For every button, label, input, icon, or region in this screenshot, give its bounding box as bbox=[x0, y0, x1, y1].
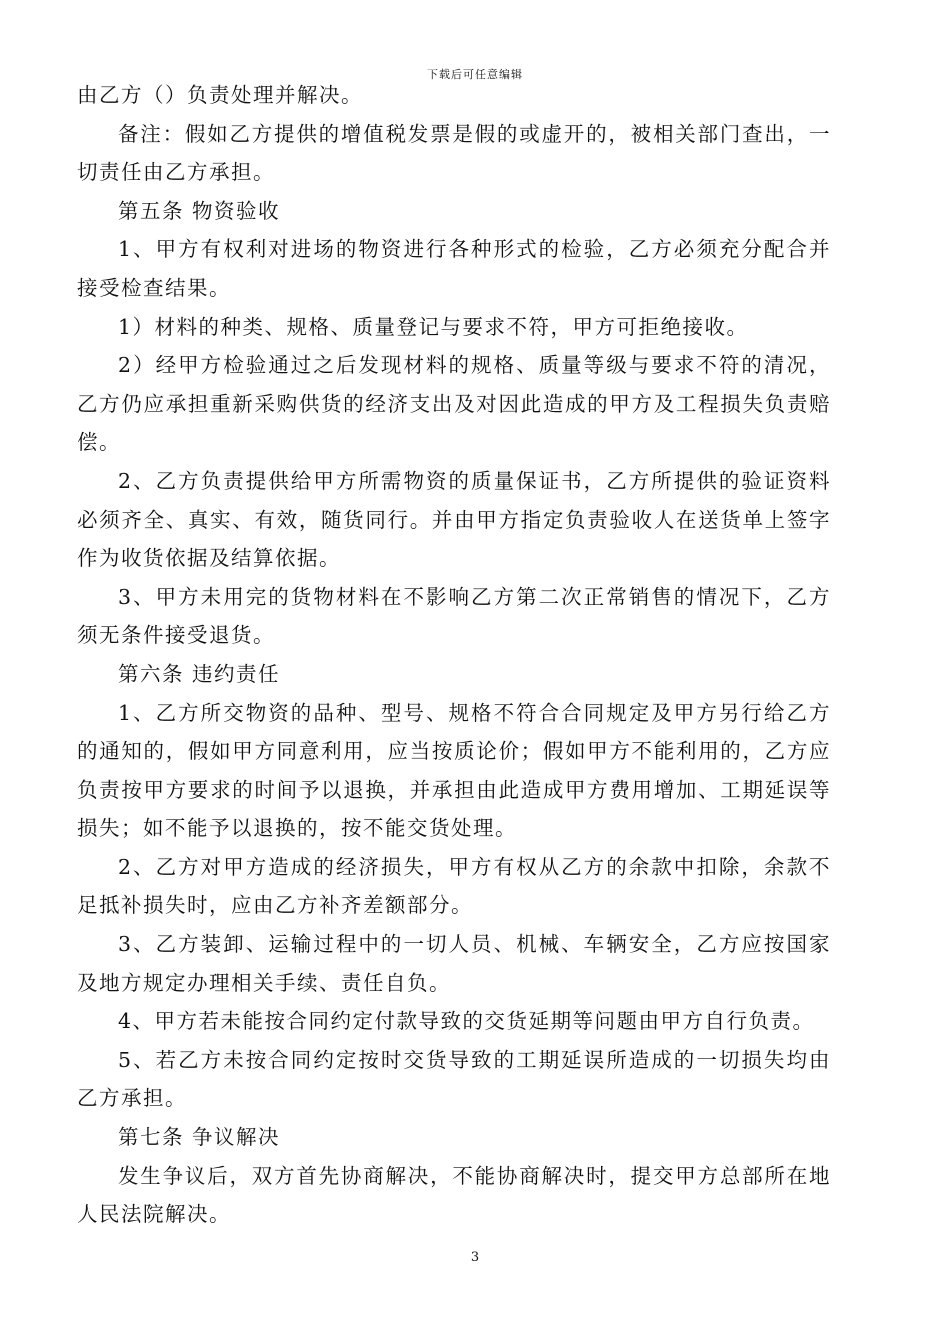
paragraph-clause: 1）材料的种类、规格、质量登记与要求不符，甲方可拒绝接收。 bbox=[118, 314, 749, 339]
paragraph-clause: 2、乙方对甲方造成的经济损失，甲方有权从乙方的余款中扣除，余款不足抵补损失时，应由乙方补齐差额部分。 bbox=[77, 854, 831, 918]
paragraph-clause: 3、乙方装卸、运输过程中的一切人员、机械、车辆安全，乙方应按国家及地方规定办理相关手续、责任自负。 bbox=[77, 932, 831, 995]
paragraph-continuation: 由乙方（）负责处理并解决。 bbox=[77, 83, 363, 107]
section-heading-article-6: 第六条 违约责任 bbox=[118, 661, 281, 686]
section-heading-article-5: 第五条 物资验收 bbox=[118, 198, 281, 223]
paragraph-clause: 5、若乙方未按合同约定按时交货导致的工期延误所造成的一切损失均由乙方承担。 bbox=[77, 1047, 831, 1111]
paragraph-clause: 1、甲方有权利对进场的物资进行各种形式的检验，乙方必须充分配合并接受检查结果。 bbox=[77, 237, 831, 300]
paragraph-clause: 2、乙方负责提供给甲方所需物资的质量保证书，乙方所提供的验证资料必须齐全、真实、有效，随货同行。并由甲方指定负责验收人在送货单上签字作为收货依据及结算依据。 bbox=[77, 468, 831, 571]
paragraph-clause: 4、甲方若未能按合同约定付款导致的交货延期等问题由甲方自行负责。 bbox=[118, 1009, 815, 1034]
paragraph-clause: 1、乙方所交物资的品种、型号、规格不符合合同规定及甲方另行给乙方的通知的，假如甲方同意利用，应当按质论价；假如甲方不能利用的，乙方应负责按甲方要求的时间予以退换，并承担由此造成甲方费用增加、工期延误等损失；如不能予以退换的，按不能交货处理。 bbox=[77, 700, 831, 841]
paragraph-note: 备注：假如乙方提供的增值税发票是假的或虚开的，被相关部门查出，一切责任由乙方承担。 bbox=[77, 121, 831, 185]
paragraph-clause: 发生争议后，双方首先协商解决，不能协商解决时，提交甲方总部所在地人民法院解决。 bbox=[77, 1163, 831, 1227]
section-heading-article-7: 第七条 争议解决 bbox=[118, 1125, 281, 1150]
paragraph-clause: 2）经甲方检验通过之后发现材料的规格、质量等级与要求不符的清况，乙方仍应承担重新采购供货的经济支出及对因此造成的甲方及工程损失负责赔偿。 bbox=[77, 353, 831, 455]
document-body bbox=[77, 76, 831, 1234]
header-note: 下载后可任意编辑 bbox=[427, 68, 523, 81]
page-number: 3 bbox=[470, 1250, 480, 1265]
paragraph-clause: 3、甲方未用完的货物材料在不影响乙方第二次正常销售的情况下，乙方须无条件接受退货。 bbox=[77, 584, 831, 648]
